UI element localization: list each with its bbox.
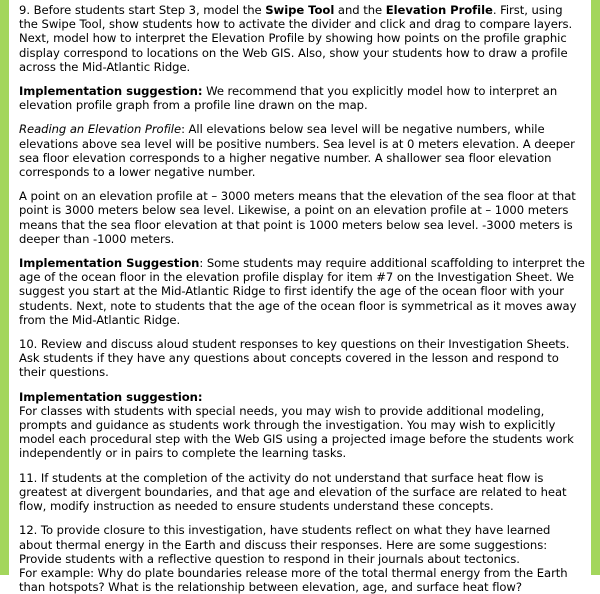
implementation-suggestion-3 bbox=[19, 390, 585, 461]
reading-label: Reading an Elevation Profile bbox=[19, 122, 182, 137]
implementation-suggestion-1 bbox=[19, 84, 585, 112]
step-10-text: 10. Review and discuss aloud student responses to key questions on their Investigation Sheets. Ask students if they have any questions about concepts covered in the lesson and respond to their questions. bbox=[19, 337, 570, 380]
step-11-text: 11. If students at the completion of the activity do not understand that surface heat flow is greatest at divergent boundaries, and that age and elevation of the surface are related to heat flow, modify instruction as needed to ensure students understand these concepts. bbox=[19, 470, 567, 514]
implementation-label-2: Implementation Suggestion bbox=[19, 256, 200, 271]
swipe-tool-term: Swipe Tool bbox=[265, 3, 335, 17]
step-12-line-3: For example: Why do plate boundaries release more of the total thermal energy from the Earth than hotspots? What is the relationship between elevation, age, and surface heat flow? bbox=[19, 565, 568, 594]
step-9-text-c: . First, using the Swipe Tool, show students how to activate the divider and click and drag to compare layers. Next, model how to interpret the Elevation Profile by showing how points on the profile graphic display correspond to locations on the Web GIS. Also, show your students how to draw a profile across the Mid-Atlantic Ridge. bbox=[19, 3, 573, 74]
implementation-suggestion-2 bbox=[19, 256, 585, 327]
step-9-text-b: and the bbox=[334, 3, 386, 17]
step-10-paragraph bbox=[19, 337, 585, 380]
implementation-label-3: Implementation suggestion: bbox=[19, 389, 203, 404]
step-9-text-a: 9. Before students start Step 3, model the bbox=[19, 3, 266, 17]
implementation-text-3: For classes with students with special needs, you may wish to provide additional modeling, prompts and guidance as students work through the investigation. You may wish to explicitly model each procedural step with the Web GIS using a projected image before the students work independently or in pairs to complete the learning tasks. bbox=[19, 403, 574, 461]
elevation-point-text: A point on an elevation profile at – 3000 meters means that the elevation of the sea floor at that point is 3000 meters below sea level. Likewise, a point on an elevation profile at – 1000 meters means that the sea floor elevation at that point is 1000 meters below sea level. -3000 meters is deeper than -1000 meters. bbox=[19, 189, 576, 246]
reading-elevation-profile-paragraph bbox=[19, 122, 585, 179]
step-11-paragraph bbox=[19, 471, 585, 514]
elevation-profile-term: Elevation Profile bbox=[385, 3, 493, 17]
elevation-point-paragraph bbox=[19, 189, 585, 246]
implementation-text-1: We recommend that you explicitly model how to interpret an elevation profile graph from a profile line drawn on the map. bbox=[19, 84, 558, 113]
implementation-label-1: Implementation suggestion: bbox=[19, 84, 203, 99]
step-12-paragraph bbox=[19, 523, 585, 594]
reading-text: : All elevations below sea level will be negative numbers, while elevations above sea level will be positive numbers. Sea level is at 0 meters elevation. A deeper sea floor elevation corresponds to a higher negative number. A shallower sea floor elevation corresponds to a lower negative number. bbox=[19, 122, 575, 180]
step-12-line-2: Provide students with a reflective question to respond in their journals about tectonics. bbox=[19, 551, 520, 566]
step-9-paragraph bbox=[19, 3, 585, 74]
step-12-line-1: 12. To provide closure to this investigation, have students reflect on what they have learned about thermal energy in the Earth and discuss their responses. Here are some suggestions: bbox=[19, 523, 551, 552]
implementation-text-2: : Some students may require additional scaffolding to interpret the age of the ocean floor in the elevation profile display for item #7 on the Investigation Sheet. We suggest you start at the Mid-Atlantic Ridge to first identify the age of the ocean floor with your students. Next, note to students that the age of the ocean floor is symmetrical as it moves away from the Mid-Atlantic Ridge. bbox=[19, 256, 585, 327]
